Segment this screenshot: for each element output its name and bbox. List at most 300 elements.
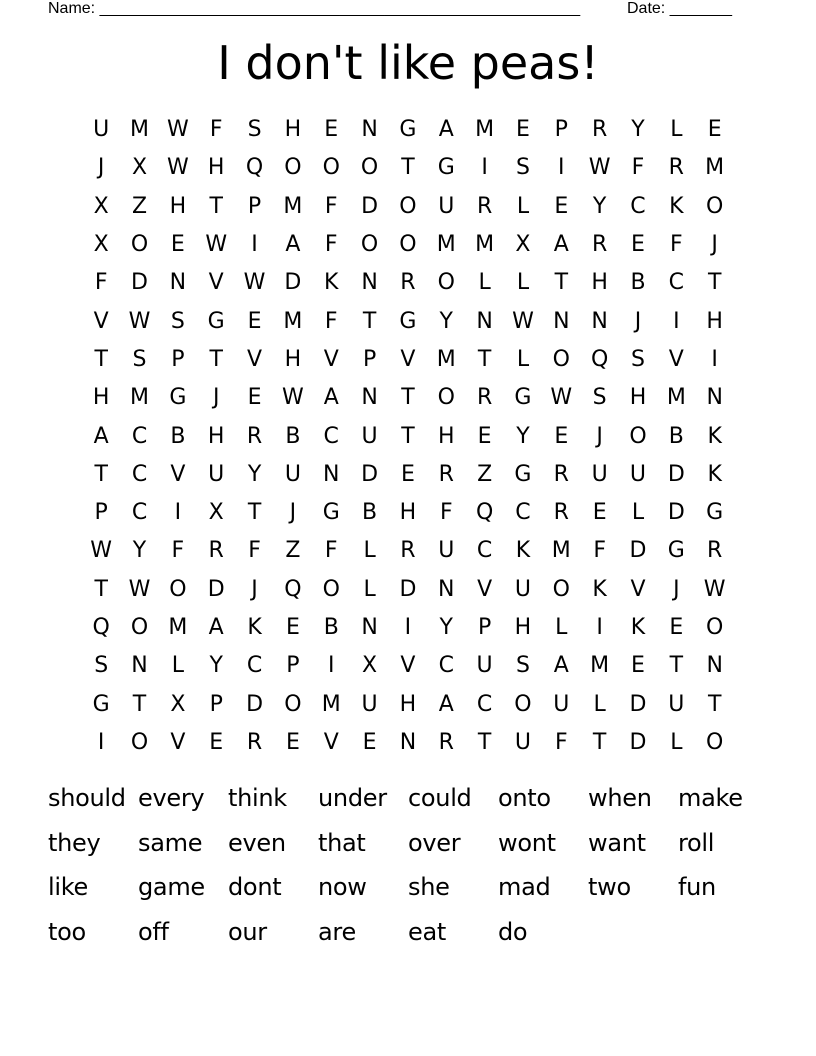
grid-letter: F bbox=[324, 193, 338, 219]
grid-letter: E bbox=[400, 461, 415, 487]
grid-letter: Q bbox=[245, 155, 264, 181]
date-field-label: Date: _______ bbox=[627, 0, 732, 17]
word-bank-item: should bbox=[48, 784, 126, 813]
grid-letter: O bbox=[284, 155, 302, 181]
grid-letter: T bbox=[707, 270, 722, 296]
grid-letter: A bbox=[208, 615, 224, 640]
word-bank-item: make bbox=[678, 784, 743, 813]
word-bank-item: same bbox=[138, 828, 203, 857]
grid-letter: U bbox=[361, 691, 378, 717]
grid-letter: J bbox=[251, 576, 258, 602]
word-bank-item: too bbox=[48, 918, 86, 947]
grid-letter: X bbox=[131, 155, 148, 181]
grid-letter: U bbox=[208, 461, 225, 487]
word-bank-item: that bbox=[318, 828, 366, 857]
grid-letter: Q bbox=[284, 576, 302, 602]
grid-letter: K bbox=[592, 576, 607, 602]
grid-letter: O bbox=[130, 232, 149, 258]
grid-letter: T bbox=[94, 346, 108, 372]
grid-letter: F bbox=[593, 538, 606, 564]
grid-letter: T bbox=[592, 729, 607, 755]
grid-letter: R bbox=[400, 538, 416, 564]
grid-row bbox=[82, 532, 734, 570]
grid-letter: K bbox=[707, 461, 722, 487]
grid-letter: G bbox=[322, 500, 340, 526]
grid-letter: O bbox=[629, 423, 647, 449]
grid-letter: Y bbox=[247, 461, 262, 487]
grid-letter: W bbox=[703, 576, 726, 602]
grid-letter: N bbox=[553, 308, 570, 334]
grid-letter: G bbox=[437, 155, 455, 181]
grid-letter: K bbox=[515, 538, 531, 564]
grid-letter: B bbox=[323, 615, 339, 640]
grid-letter: I bbox=[596, 615, 603, 640]
grid-letter: I bbox=[673, 308, 680, 334]
word-bank-item: onto bbox=[498, 784, 551, 813]
grid-letter: S bbox=[132, 346, 147, 372]
grid-letter: M bbox=[436, 232, 456, 258]
grid-letter: L bbox=[593, 691, 606, 717]
word-bank-item: dont bbox=[228, 873, 282, 902]
word-bank-item: think bbox=[228, 784, 287, 813]
grid-letter: X bbox=[170, 691, 186, 717]
word-bank-item: now bbox=[318, 873, 367, 902]
grid-letter: K bbox=[247, 615, 262, 640]
grid-letter: O bbox=[552, 346, 570, 372]
grid-letter: H bbox=[284, 346, 302, 372]
grid-letter: V bbox=[93, 308, 109, 334]
grid-letter: J bbox=[289, 500, 297, 526]
grid-letter: W bbox=[90, 538, 113, 564]
grid-letter: R bbox=[400, 270, 416, 296]
grid-letter: U bbox=[629, 461, 647, 487]
grid-letter: V bbox=[170, 461, 186, 487]
grid-letter: V bbox=[323, 346, 339, 372]
grid-letter: O bbox=[552, 576, 570, 602]
grid-letter: P bbox=[94, 500, 108, 526]
grid-letter: R bbox=[476, 193, 493, 219]
grid-letter: G bbox=[169, 385, 187, 411]
word-bank-item: do bbox=[498, 918, 528, 947]
grid-letter: O bbox=[437, 385, 455, 411]
grid-letter: S bbox=[247, 117, 262, 143]
grid-letter: R bbox=[553, 461, 569, 487]
grid-row bbox=[82, 456, 734, 494]
grid-letter: G bbox=[399, 308, 417, 334]
grid-letter: R bbox=[668, 155, 684, 181]
grid-letter: M bbox=[130, 385, 149, 411]
grid-letter: M bbox=[130, 117, 149, 143]
grid-letter: L bbox=[171, 653, 184, 679]
grid-letter: M bbox=[321, 691, 341, 717]
grid-letter: M bbox=[666, 385, 686, 411]
grid-letter: G bbox=[514, 385, 532, 411]
grid-letter: D bbox=[629, 729, 647, 755]
grid-letter: R bbox=[591, 232, 608, 258]
grid-letter: K bbox=[669, 193, 684, 219]
word-bank-row bbox=[48, 821, 788, 866]
grid-letter: N bbox=[361, 385, 378, 411]
grid-letter: Q bbox=[92, 615, 110, 640]
grid-letter: M bbox=[168, 615, 188, 640]
grid-letter: R bbox=[438, 729, 454, 755]
letter-grid bbox=[82, 111, 734, 762]
grid-letter: T bbox=[707, 691, 722, 717]
grid-letter: U bbox=[438, 538, 455, 564]
grid-letter: P bbox=[554, 117, 568, 143]
grid-letter: N bbox=[131, 653, 148, 679]
word-bank-item: are bbox=[318, 918, 356, 947]
grid-letter: G bbox=[207, 308, 225, 334]
grid-letter: H bbox=[207, 423, 225, 449]
grid-letter: P bbox=[171, 346, 185, 372]
grid-letter: I bbox=[481, 155, 488, 181]
name-field-label: Name: ______________________________________________________ bbox=[48, 0, 581, 17]
grid-letter: U bbox=[591, 461, 608, 487]
grid-letter: S bbox=[515, 653, 530, 679]
grid-letter: N bbox=[476, 308, 493, 334]
grid-letter: M bbox=[475, 117, 495, 143]
grid-letter: U bbox=[668, 691, 685, 717]
grid-letter: T bbox=[669, 653, 684, 679]
grid-letter: E bbox=[631, 232, 645, 258]
grid-letter: F bbox=[324, 232, 338, 258]
grid-letter: M bbox=[283, 308, 303, 334]
grid-letter: R bbox=[438, 461, 454, 487]
grid-letter: P bbox=[362, 346, 377, 372]
grid-letter: V bbox=[668, 346, 684, 372]
grid-letter: W bbox=[128, 308, 151, 334]
grid-letter: J bbox=[634, 308, 642, 334]
grid-letter: W bbox=[512, 308, 534, 334]
word-bank-item: she bbox=[408, 873, 450, 902]
grid-letter: E bbox=[247, 308, 262, 334]
grid-letter: I bbox=[174, 500, 182, 526]
grid-letter: E bbox=[707, 117, 722, 143]
grid-letter: J bbox=[711, 232, 718, 258]
grid-letter: J bbox=[596, 423, 603, 449]
grid-letter: R bbox=[707, 538, 723, 564]
grid-letter: O bbox=[399, 193, 417, 219]
grid-letter: O bbox=[706, 729, 724, 755]
grid-letter: D bbox=[361, 193, 379, 219]
grid-letter: B bbox=[170, 423, 186, 449]
grid-letter: D bbox=[131, 270, 148, 296]
grid-row bbox=[82, 724, 734, 762]
grid-row bbox=[82, 188, 734, 226]
grid-letter: S bbox=[631, 346, 645, 372]
grid-letter: L bbox=[516, 346, 530, 372]
grid-row bbox=[82, 302, 734, 340]
grid-letter: N bbox=[706, 653, 723, 679]
grid-letter: K bbox=[324, 270, 339, 296]
grid-letter: A bbox=[93, 423, 109, 449]
grid-letter: C bbox=[630, 193, 646, 219]
grid-letter: H bbox=[399, 500, 417, 526]
grid-letter: P bbox=[477, 615, 492, 640]
grid-row bbox=[82, 226, 734, 264]
grid-letter: C bbox=[476, 691, 493, 717]
grid-letter: H bbox=[284, 117, 302, 143]
word-bank-row bbox=[48, 865, 788, 910]
grid-letter: O bbox=[360, 155, 379, 181]
grid-letter: L bbox=[478, 270, 491, 296]
grid-letter: C bbox=[476, 538, 493, 564]
grid-letter: J bbox=[212, 385, 220, 411]
grid-letter: M bbox=[436, 346, 456, 372]
grid-letter: T bbox=[132, 691, 147, 717]
grid-letter: F bbox=[209, 117, 223, 143]
grid-letter: X bbox=[362, 653, 378, 679]
grid-letter: T bbox=[247, 500, 262, 526]
grid-letter: S bbox=[592, 385, 607, 411]
grid-letter: W bbox=[588, 155, 611, 181]
grid-letter: B bbox=[630, 270, 646, 296]
grid-letter: L bbox=[670, 729, 683, 755]
grid-letter: R bbox=[208, 538, 224, 564]
grid-letter: I bbox=[711, 346, 718, 372]
word-bank-item: off bbox=[138, 918, 169, 947]
grid-letter: W bbox=[243, 270, 266, 296]
word-bank-row bbox=[48, 776, 788, 821]
grid-letter: W bbox=[550, 385, 573, 411]
grid-row bbox=[82, 609, 734, 647]
grid-letter: C bbox=[668, 270, 685, 296]
word-bank-item: like bbox=[48, 873, 88, 902]
grid-letter: N bbox=[438, 576, 455, 602]
grid-row bbox=[82, 494, 734, 532]
grid-letter: G bbox=[706, 500, 724, 526]
grid-letter: E bbox=[669, 615, 684, 640]
grid-letter: Y bbox=[631, 117, 645, 143]
grid-letter: T bbox=[209, 193, 223, 219]
grid-letter: P bbox=[247, 193, 262, 219]
grid-letter: O bbox=[130, 615, 149, 640]
word-bank-item: wont bbox=[498, 828, 556, 857]
grid-letter: T bbox=[477, 729, 492, 755]
grid-row bbox=[82, 417, 734, 455]
grid-letter: O bbox=[514, 691, 532, 717]
grid-letter: Z bbox=[285, 538, 301, 564]
grid-letter: H bbox=[591, 270, 608, 296]
grid-letter: X bbox=[208, 500, 224, 526]
grid-letter: M bbox=[283, 193, 303, 219]
grid-letter: E bbox=[477, 423, 492, 449]
grid-row bbox=[82, 379, 734, 417]
grid-letter: F bbox=[670, 232, 683, 258]
grid-letter: W bbox=[205, 232, 228, 258]
grid-letter: V bbox=[630, 576, 646, 602]
grid-letter: Y bbox=[132, 538, 147, 564]
grid-letter: N bbox=[169, 270, 187, 296]
grid-letter: A bbox=[553, 653, 569, 679]
grid-letter: D bbox=[399, 576, 417, 602]
grid-letter: F bbox=[554, 729, 568, 755]
puzzle-title: I don't like peas! bbox=[217, 36, 599, 90]
grid-row bbox=[82, 685, 734, 723]
grid-letter: C bbox=[246, 653, 263, 679]
grid-letter: V bbox=[323, 729, 339, 755]
grid-letter: K bbox=[707, 423, 722, 449]
grid-letter: D bbox=[284, 270, 302, 296]
grid-letter: D bbox=[629, 538, 647, 564]
grid-letter: V bbox=[208, 270, 224, 296]
word-bank-item: eat bbox=[408, 918, 446, 947]
grid-letter: F bbox=[248, 538, 261, 564]
grid-letter: L bbox=[631, 500, 645, 526]
grid-letter: A bbox=[438, 117, 454, 143]
word-bank-item: game bbox=[138, 873, 205, 902]
word-bank-item: fun bbox=[678, 873, 716, 902]
grid-letter: O bbox=[437, 270, 455, 296]
grid-letter: D bbox=[667, 461, 685, 487]
grid-letter: O bbox=[322, 576, 340, 602]
grid-letter: M bbox=[590, 653, 610, 679]
grid-letter: O bbox=[130, 729, 149, 755]
grid-letter: H bbox=[514, 615, 532, 640]
grid-letter: W bbox=[128, 576, 151, 602]
grid-letter: E bbox=[554, 193, 569, 219]
grid-letter: L bbox=[363, 576, 376, 602]
grid-letter: F bbox=[171, 538, 185, 564]
grid-letter: G bbox=[667, 538, 685, 564]
grid-letter: Y bbox=[592, 193, 607, 219]
grid-letter: A bbox=[553, 232, 569, 258]
grid-letter: A bbox=[285, 232, 301, 258]
grid-letter: Y bbox=[439, 308, 453, 334]
grid-letter: U bbox=[438, 193, 455, 219]
grid-letter: L bbox=[670, 117, 683, 143]
grid-letter: I bbox=[327, 653, 335, 679]
grid-letter: D bbox=[246, 691, 264, 717]
word-bank-item: over bbox=[408, 828, 461, 857]
grid-letter: E bbox=[516, 117, 530, 143]
grid-letter: Y bbox=[209, 653, 223, 679]
grid-letter: C bbox=[131, 500, 148, 526]
grid-letter: N bbox=[706, 385, 723, 411]
grid-letter: Y bbox=[516, 423, 530, 449]
grid-letter: O bbox=[284, 691, 302, 717]
grid-letter: L bbox=[555, 615, 568, 640]
grid-letter: F bbox=[324, 308, 338, 334]
grid-letter: M bbox=[551, 538, 571, 564]
grid-letter: V bbox=[400, 653, 416, 679]
grid-letter: T bbox=[362, 308, 377, 334]
grid-letter: B bbox=[362, 500, 378, 526]
grid-letter: F bbox=[439, 500, 453, 526]
grid-row bbox=[82, 571, 734, 609]
grid-letter: E bbox=[362, 729, 377, 755]
grid-letter: N bbox=[323, 461, 340, 487]
grid-letter: O bbox=[706, 615, 724, 640]
grid-letter: L bbox=[516, 193, 530, 219]
grid-letter: O bbox=[169, 576, 187, 602]
grid-letter: P bbox=[209, 691, 223, 717]
word-bank-item: roll bbox=[678, 828, 715, 857]
grid-row bbox=[82, 647, 734, 685]
grid-letter: D bbox=[207, 576, 225, 602]
grid-letter: E bbox=[631, 653, 645, 679]
grid-letter: X bbox=[515, 232, 531, 258]
grid-letter: C bbox=[131, 423, 148, 449]
grid-letter: U bbox=[514, 729, 531, 755]
grid-letter: H bbox=[169, 193, 187, 219]
grid-letter: L bbox=[516, 270, 530, 296]
grid-letter: U bbox=[553, 691, 570, 717]
word-bank-item: they bbox=[48, 828, 101, 857]
grid-letter: P bbox=[286, 653, 300, 679]
grid-letter: R bbox=[246, 729, 263, 755]
grid-letter: H bbox=[207, 155, 225, 181]
grid-letter: H bbox=[629, 385, 647, 411]
grid-row bbox=[82, 149, 734, 187]
grid-letter: I bbox=[97, 729, 105, 755]
grid-letter: A bbox=[438, 691, 454, 717]
grid-letter: E bbox=[324, 117, 339, 143]
word-bank-row bbox=[48, 910, 788, 955]
grid-letter: D bbox=[667, 500, 685, 526]
grid-letter: T bbox=[94, 461, 108, 487]
grid-row bbox=[82, 111, 734, 149]
word-bank bbox=[48, 776, 788, 954]
grid-letter: U bbox=[514, 576, 531, 602]
grid-letter: I bbox=[251, 232, 258, 258]
grid-letter: O bbox=[360, 232, 379, 258]
grid-letter: O bbox=[322, 155, 340, 181]
grid-letter: X bbox=[93, 193, 109, 219]
grid-letter: W bbox=[166, 117, 189, 143]
grid-letter: Z bbox=[131, 193, 148, 219]
grid-letter: O bbox=[399, 232, 417, 258]
grid-letter: B bbox=[285, 423, 301, 449]
grid-letter: O bbox=[706, 193, 724, 219]
grid-letter: Q bbox=[475, 500, 494, 526]
grid-letter: C bbox=[323, 423, 339, 449]
grid-letter: H bbox=[437, 423, 455, 449]
grid-letter: E bbox=[209, 729, 224, 755]
word-bank-item: even bbox=[228, 828, 286, 857]
grid-letter: A bbox=[323, 385, 339, 411]
grid-letter: S bbox=[94, 653, 109, 679]
grid-letter: I bbox=[404, 615, 412, 640]
grid-letter: K bbox=[630, 615, 646, 640]
grid-letter: H bbox=[92, 385, 110, 411]
grid-letter: V bbox=[247, 346, 263, 372]
word-bank-item: our bbox=[228, 918, 267, 947]
grid-letter: T bbox=[401, 423, 415, 449]
grid-row bbox=[82, 341, 734, 379]
grid-letter: Z bbox=[477, 461, 493, 487]
word-bank-item: want bbox=[588, 828, 646, 857]
grid-letter: L bbox=[363, 538, 376, 564]
grid-letter: N bbox=[361, 117, 378, 143]
word-bank-item: could bbox=[408, 784, 472, 813]
grid-row bbox=[82, 264, 734, 302]
grid-letter: E bbox=[285, 729, 300, 755]
grid-letter: S bbox=[170, 308, 185, 334]
grid-letter: T bbox=[401, 155, 415, 181]
grid-letter: E bbox=[285, 615, 300, 640]
grid-letter: I bbox=[558, 155, 565, 181]
grid-letter: E bbox=[592, 500, 607, 526]
grid-letter: J bbox=[673, 576, 680, 602]
grid-letter: R bbox=[553, 500, 569, 526]
grid-letter: U bbox=[476, 653, 493, 679]
grid-letter: W bbox=[166, 155, 189, 181]
grid-letter: H bbox=[399, 691, 417, 717]
grid-letter: E bbox=[247, 385, 262, 411]
grid-letter: W bbox=[282, 385, 304, 411]
